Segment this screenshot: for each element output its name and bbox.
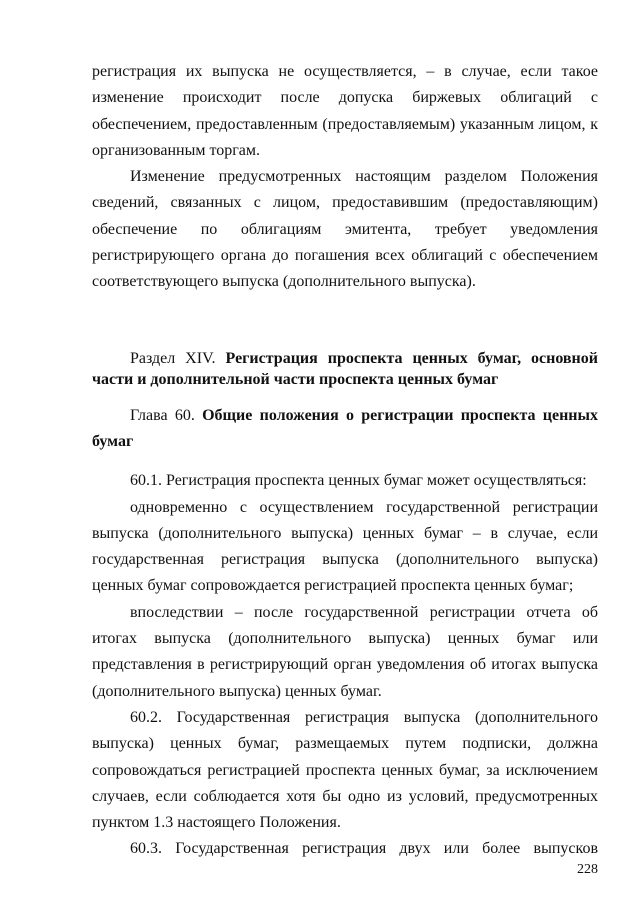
section-heading-prefix: Раздел XIV.: [130, 349, 226, 367]
clause-60-3: 60.3. Государственная регистрация двух или более выпусков: [130, 840, 598, 858]
section-heading: [92, 348, 598, 390]
chapter-heading-title: Общие положения о регистрации проспекта ценных бумаг: [92, 406, 599, 450]
clause-60-1: 60.1. Регистрация проспекта ценных бумаг может осуществляться:: [130, 472, 587, 490]
section-heading-title: Регистрация проспекта ценных бумаг, основной части и дополнительной части проспекта ценных бумаг: [92, 349, 598, 388]
clause-60-1-option-subsequent: впоследствии – после государственной регистрации отчета об итогах выпуска (дополнительного выпуска) ценных бумаг или представления в регистрирующий орган уведомления об итогах выпуска (дополнительного выпуска) ценных бумаг.: [92, 603, 598, 700]
document-page: [92, 59, 598, 863]
page-number: 228: [577, 862, 598, 877]
clause-60-1-option-simultaneous: одновременно с осуществлением государственной регистрации выпуска (дополнительного выпуска) ценных бумаг – в случае, если государственная регистрация выпуска (дополнительного выпуска) ценных бумаг сопровождается регистрацией проспекта ценных бумаг;: [92, 498, 598, 595]
paragraph-change-notice: Изменение предусмотренных настоящим разделом Положения сведений, связанных с лицом, предоставившим (предоставляющим) обеспечение по облигациям эмитента, требует уведомления регистрирующего органа до погашения всех облигаций с обеспечением соответствующего выпуска (дополнительного выпуска).: [92, 168, 598, 291]
chapter-heading-prefix: Глава 60.: [130, 406, 203, 424]
chapter-heading: [92, 403, 598, 456]
clause-60-2: 60.2. Государственная регистрация выпуска (дополнительного выпуска) ценных бумаг, размещаемых путем подписки, должна сопровождаться регистрацией проспекта ценных бумаг, за исключением случаев, если соблюдается хотя бы одно из условий, предусмотренных пунктом 1.3 настоящего Положения.: [92, 708, 598, 832]
paragraph-continuation: регистрация их выпуска не осуществляется, – в случае, если такое изменение происходит после допуска биржевых облигаций с обеспечением, предоставленным (предоставляемым) указанным лицом, к организованным торгам.: [92, 63, 598, 159]
